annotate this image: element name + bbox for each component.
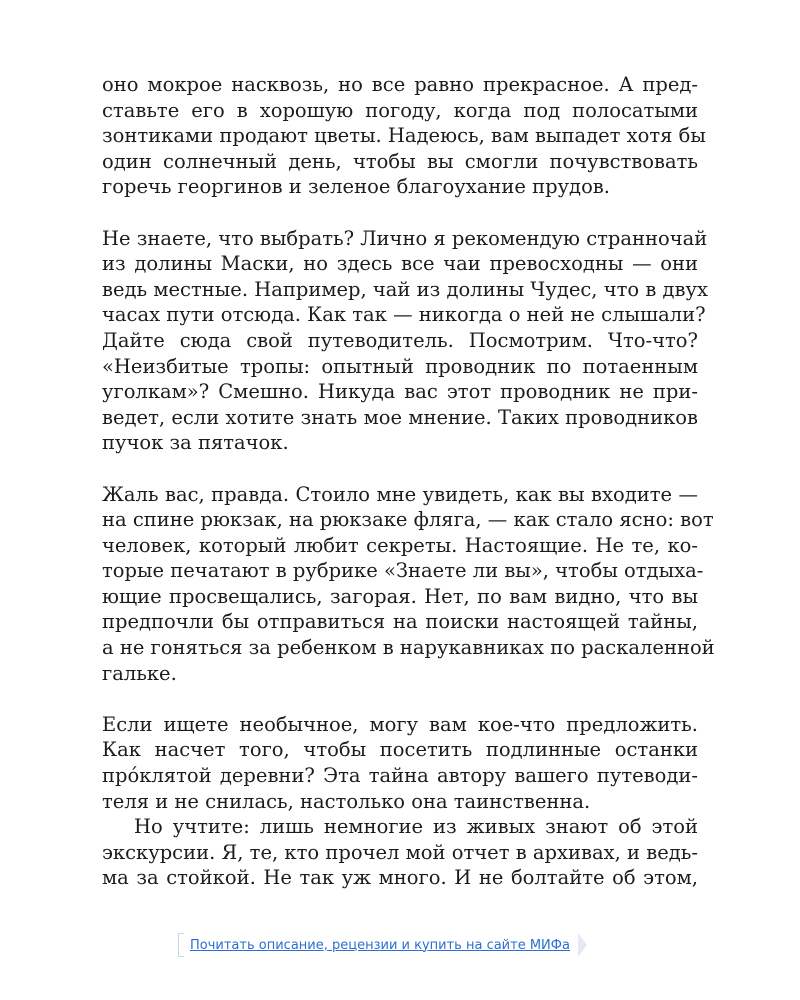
text-line: прóклятой деревни? Эта тайна автору вашего путеводи-	[102, 764, 698, 788]
text-line: ведь местные. Например, чай из долины Чудес, что в двух	[102, 277, 708, 301]
paragraph	[102, 482, 715, 687]
text-line: зонтиками продают цветы. Надеюсь, вам выпадет хотя бы	[102, 124, 706, 148]
text-line: предпочли бы отправиться на поиски настоящей тайны,	[102, 610, 698, 634]
text-line: человек, который любит секреты. Настоящие. Не те, ко-	[102, 533, 698, 557]
paragraph-gap	[102, 456, 698, 482]
text-line: ведет, если хотите знать мое мнение. Таких проводников	[102, 405, 698, 429]
text-line: на спине рюкзак, на рюкзаке фляга, — как стало ясно: вот	[102, 508, 714, 532]
text-line: ставьте его в хорошую погоду, когда под полосатыми	[102, 98, 698, 122]
text-line: Дайте сюда свой путеводитель. Посмотрим. Что-что?	[102, 328, 698, 352]
text-line: Не знаете, что выбрать? Лично я рекомендую странночай	[102, 226, 708, 250]
text-line: торые печатают в рубрике «Знаете ли вы», чтобы отдыха-	[102, 559, 704, 583]
text-line: оно мокрое насквозь, но все равно прекрасное. А пред-	[102, 73, 698, 96]
text-line: из долины Маски, но здесь все чаи превосходны — они	[102, 252, 698, 276]
arrow-right-icon	[578, 933, 587, 957]
text-line: Как насчет того, чтобы посетить подлинные останки	[102, 738, 698, 762]
text-column	[102, 72, 715, 891]
paragraph	[102, 72, 706, 200]
text-line: Но учтите: лишь немногие из живых знают об этой	[134, 815, 698, 839]
text-line: ющие просвещались, загорая. Нет, по вам видно, что вы	[102, 584, 698, 608]
text-line: уголкам»? Смешно. Никуда вас этот проводник не при-	[102, 380, 698, 404]
text-line: горечь георгинов и зеленое благоухание прудов.	[102, 175, 610, 199]
paragraph	[102, 712, 698, 814]
text-line: а не гоняться за ребенком в нарукавниках по раскаленной	[102, 636, 715, 660]
text-line: «Неизбитые тропы: опытный проводник по потаенным	[102, 354, 698, 378]
text-line: Если ищете необычное, могу вам кое-что предложить.	[102, 712, 698, 736]
paragraph-gap	[102, 200, 698, 226]
text-line: экскурсии. Я, те, кто прочел мой отчет в архивах, и ведь-	[102, 840, 698, 864]
paragraph	[102, 814, 698, 891]
footer-link-bar	[178, 932, 616, 958]
text-line: теля и не снилась, настолько она таинственна.	[102, 789, 591, 813]
text-line: один солнечный день, чтобы вы смогли почувствовать	[102, 149, 698, 173]
buy-on-mif-link[interactable]: Почитать описание, рецензии и купить на сайте МИФа	[190, 937, 570, 953]
text-line: пучок за пятачок.	[102, 431, 289, 455]
text-line: ма за стойкой. Не так уж много. И не болтайте об этом,	[102, 866, 698, 890]
text-line: Жаль вас, правда. Стоило мне увидеть, как вы входите —	[102, 482, 698, 506]
text-line: гальке.	[102, 661, 177, 685]
paragraph	[102, 226, 708, 456]
text-line: часах пути отсюда. Как так — никогда о ней не слышали?	[102, 303, 706, 327]
paragraph-gap	[102, 686, 698, 712]
